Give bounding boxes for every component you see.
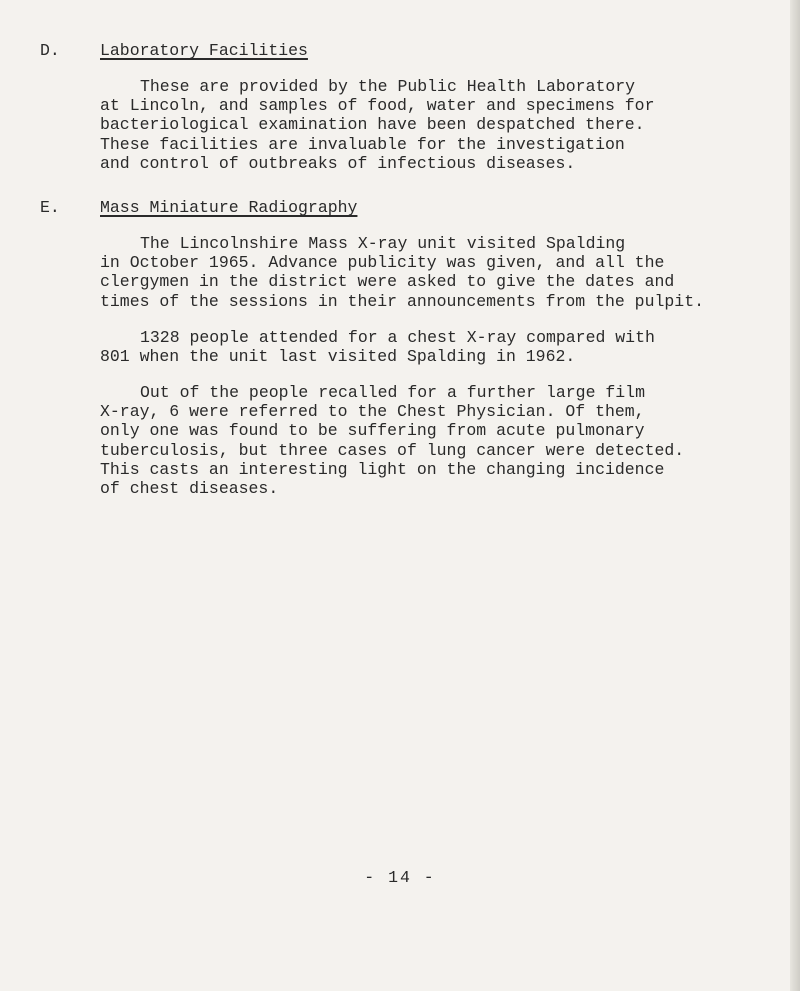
text-line: times of the sessions in their announcements from the pulpit. xyxy=(100,291,704,311)
paragraph xyxy=(100,77,760,173)
text-line: only one was found to be suffering from acute pulmonary xyxy=(100,421,645,441)
section-heading: Mass Miniature Radiography xyxy=(100,198,358,217)
section-heading: Laboratory Facilities xyxy=(100,41,308,60)
text-line: bacteriological examination have been despatched there. xyxy=(100,115,645,135)
text-line: 1328 people attended for a chest X-ray compared with xyxy=(140,328,655,347)
paragraph xyxy=(100,383,760,498)
text-line: The Lincolnshire Mass X-ray unit visited Spalding xyxy=(140,234,626,253)
section-letter: D. xyxy=(40,41,60,60)
text-line: in October 1965. Advance publicity was given, and all the xyxy=(100,253,665,273)
text-line: Out of the people recalled for a further large film xyxy=(140,383,645,402)
text-line: clergymen in the district were asked to give the dates and xyxy=(100,272,675,292)
page-number: - 14 - xyxy=(364,868,436,887)
text-line: of chest diseases. xyxy=(100,479,279,499)
text-line: These facilities are invaluable for the investigation xyxy=(100,134,625,154)
page-edge-shadow xyxy=(790,0,800,991)
text-line: and control of outbreaks of infectious diseases. xyxy=(100,153,576,173)
text-line: at Lincoln, and samples of food, water and specimens for xyxy=(100,96,655,116)
text-line: X-ray, 6 were referred to the Chest Physician. Of them, xyxy=(100,402,645,422)
paragraph xyxy=(100,328,760,366)
section-letter: E. xyxy=(40,198,60,217)
text-line: tuberculosis, but three cases of lung cancer were detected. xyxy=(100,440,685,460)
text-line: This casts an interesting light on the changing incidence xyxy=(100,459,665,479)
text-line: 801 when the unit last visited Spalding in 1962. xyxy=(100,347,576,367)
text-line: These are provided by the Public Health Laboratory xyxy=(140,77,636,96)
paragraph xyxy=(100,234,760,311)
